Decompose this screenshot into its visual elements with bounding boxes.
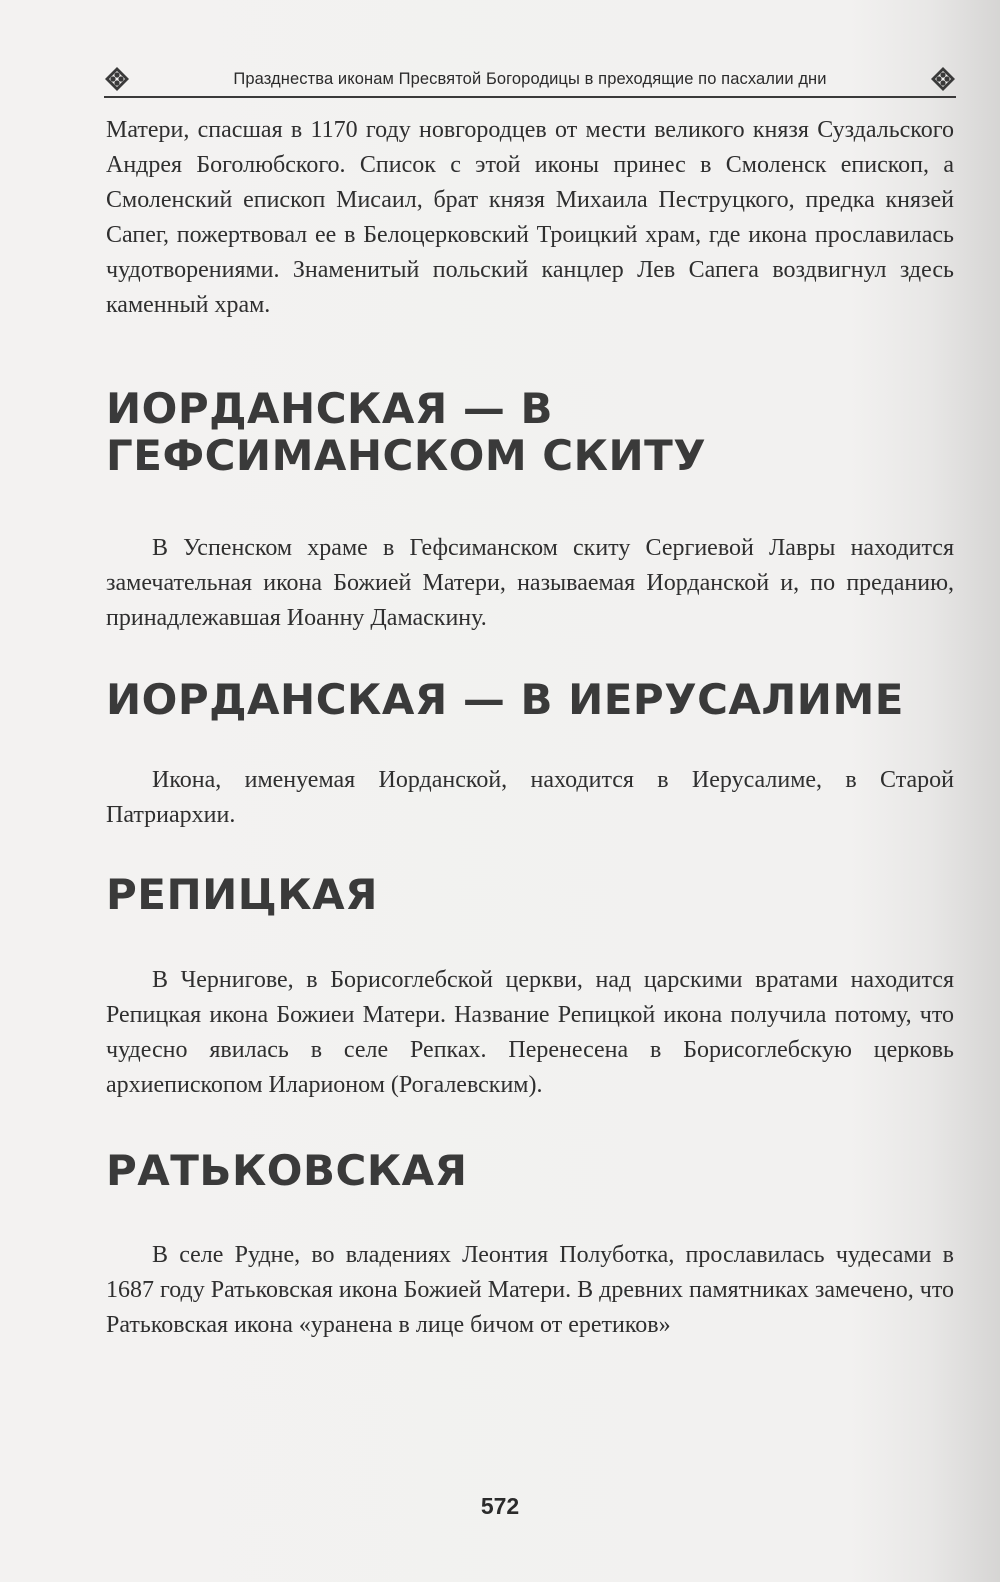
section-paragraph: Икона, именуемая Иорданской, находится в Иерусалиме, в Старой Патриархии.: [106, 767, 954, 828]
diamond-ornament-icon: [930, 66, 956, 92]
section-heading: РАТЬКОВСКАЯ: [106, 1146, 468, 1195]
section-heading: ИОРДАНСКАЯ — В ГЕФСИМАНСКОМ СКИТУ: [106, 384, 707, 480]
running-title: Празднества иконам Пресвятой Богородицы в преходящие по пасхалии дни: [233, 69, 827, 88]
page-number: 572: [480, 1493, 520, 1519]
section-heading: ИОРДАНСКАЯ — В ИЕРУСАЛИМЕ: [106, 675, 904, 724]
section-paragraph: В Чернигове, в Борисоглебской церкви, над царскими вратами находится Репицкая икона Божиеи Матери. Название Репицкой икона получила потому, что чудесно явилась в селе Репках. Перенесена в Борисоглебскую церковь архиепископом Иларионом (Рогалевским).: [106, 967, 954, 1098]
running-header: [104, 62, 956, 98]
diamond-ornament-icon: [104, 66, 130, 92]
page-body: [106, 113, 954, 1343]
continued-paragraph: Матери, спасшая в 1170 году новгородцев от мести великого князя Суздальского Андрея Боголюбского. Список с этой иконы принес в Смоленск епископ, а Смоленский епископ Мисаил, брат князя Михаила Пеструцкого, предка князей Сапег, пожертвовал ее в Белоцерковский Троицкий храм, где икона прославилась чудотворениями. Знаменитый польский канцлер Лев Сапега воздвигнул здесь каменный храм.: [106, 117, 954, 318]
section-paragraph: В Успенском храме в Гефсиманском скиту Сергиевой Лавры находится замечательная икона Божией Матери, называемая Иорданской и, по преданию, принадлежавшая Иоанну Дамаскину.: [106, 535, 954, 631]
section-paragraph: В селе Рудне, во владениях Леонтия Полуботка, прославилась чудесами в 1687 году Ратьковская икона Божией Матери. В древних памятниках замечено, что Ратьковская икона «уранена в лице бичом от еретиков»: [106, 1242, 955, 1338]
section-heading: РЕПИЦКАЯ: [106, 870, 378, 919]
